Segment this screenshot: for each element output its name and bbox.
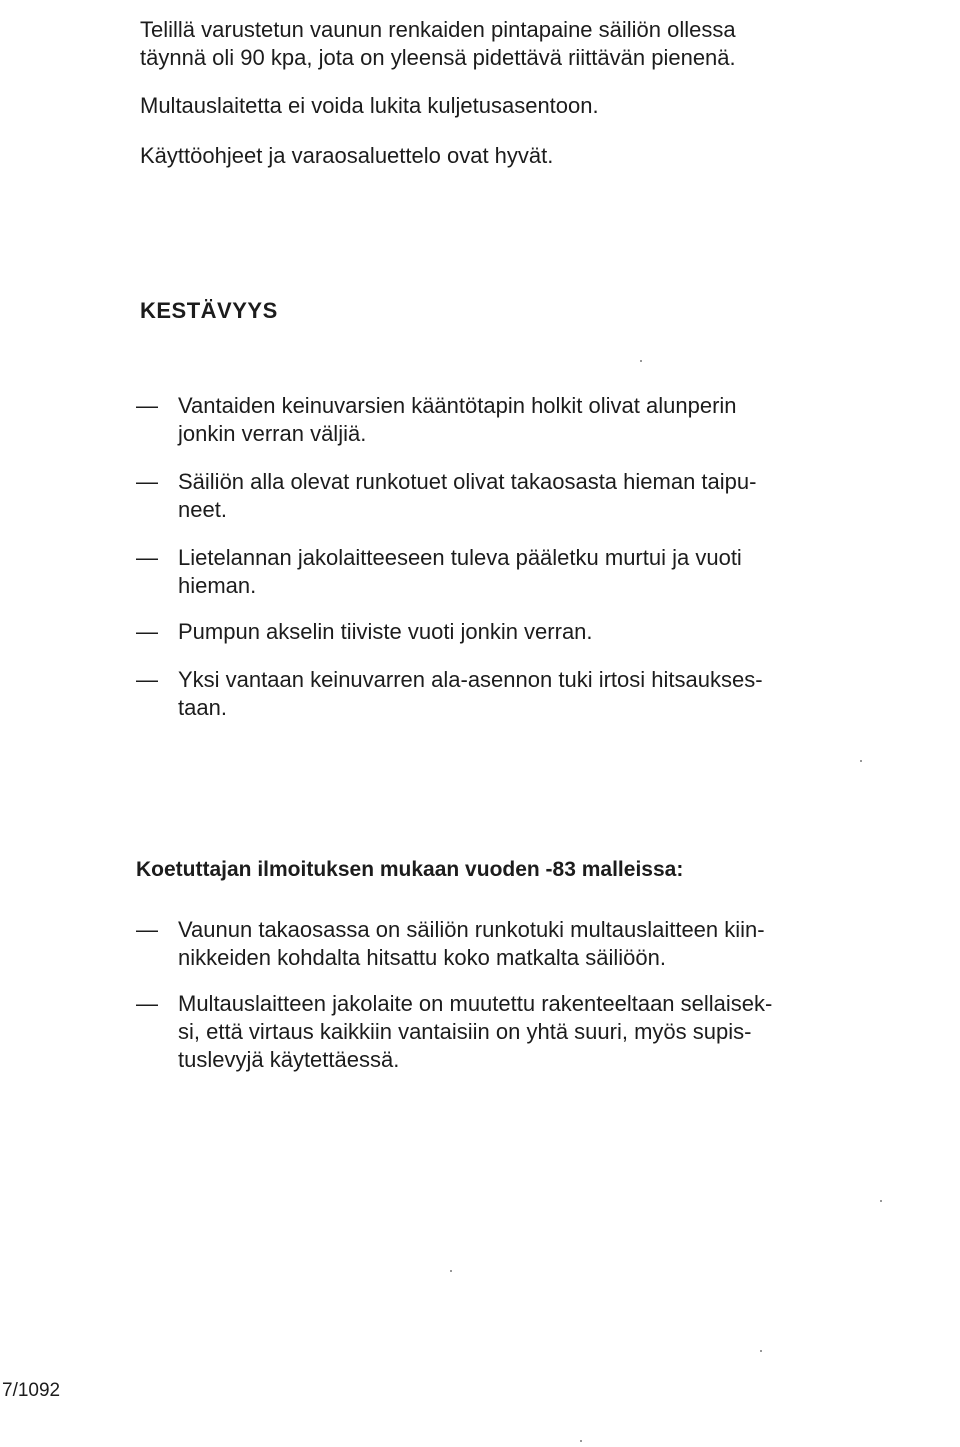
list-item-line: si, että virtaus kaikkiin vantaisiin on yhtä suuri, myös supis- [178, 1019, 752, 1044]
intro-paragraph-manuals [140, 142, 920, 170]
dash-bullet: — [136, 667, 158, 692]
list-item-line: jonkin verran väljiä. [178, 421, 367, 446]
list-item-line: taan. [178, 695, 227, 720]
section-heading-durability: KESTÄVYYS [140, 298, 278, 323]
section-heading-tester-notes: Koetuttajan ilmoituksen mukaan vuoden -83 malleissa: [136, 858, 684, 881]
list-item-line: Vantaiden keinuvarsien kääntötapin holkit olivat alunperin [178, 393, 737, 418]
scan-speck [860, 760, 862, 762]
list-item-line: Yksi vantaan keinuvarren ala-asennon tuki irtosi hitsaukses- [178, 667, 763, 692]
dash-bullet: — [136, 991, 158, 1016]
scan-speck [640, 360, 642, 362]
intro-line: Multauslaitetta ei voida lukita kuljetusasentoon. [140, 93, 599, 118]
scan-speck [880, 1200, 882, 1202]
list-item-line: Multauslaitteen jakolaite on muutettu rakenteeltaan sellaisek- [178, 991, 773, 1016]
scan-speck [580, 1440, 582, 1442]
scan-speck [450, 1270, 452, 1272]
scan-speck [760, 1350, 762, 1352]
dash-bullet: — [136, 619, 158, 644]
list-item-line: neet. [178, 497, 227, 522]
list-item-line: Säiliön alla olevat runkotuet olivat takaosasta hieman taipu- [178, 469, 757, 494]
intro-line: täynnä oli 90 kpa, jota on yleensä pidettävä riittävän pienenä. [140, 45, 736, 70]
dash-bullet: — [136, 545, 158, 570]
dash-bullet: — [136, 469, 158, 494]
intro-line: Käyttöohjeet ja varaosaluettelo ovat hyvät. [140, 143, 554, 168]
dash-bullet: — [136, 917, 158, 942]
intro-line: Telillä varustetun vaunun renkaiden pintapaine säiliön ollessa [140, 17, 736, 42]
list-item-line: Pumpun akselin tiiviste vuoti jonkin verran. [178, 619, 593, 644]
list-item-line: Vaunun takaosassa on säiliön runkotuki multauslaitteen kiin- [178, 917, 765, 942]
list-item-line: Lietelannan jakolaitteeseen tuleva pääletku murtui ja vuoti [178, 545, 742, 570]
list-item-line: tuslevyjä käytettäessä. [178, 1047, 400, 1072]
dash-bullet: — [136, 393, 158, 418]
list-item-line: hieman. [178, 573, 257, 598]
list-item-line: nikkeiden kohdalta hitsattu koko matkalta säiliöön. [178, 945, 666, 970]
intro-paragraph-lock [140, 92, 920, 120]
intro-paragraph-pressure [140, 16, 920, 72]
page-code: 7/1092 [2, 1380, 61, 1401]
